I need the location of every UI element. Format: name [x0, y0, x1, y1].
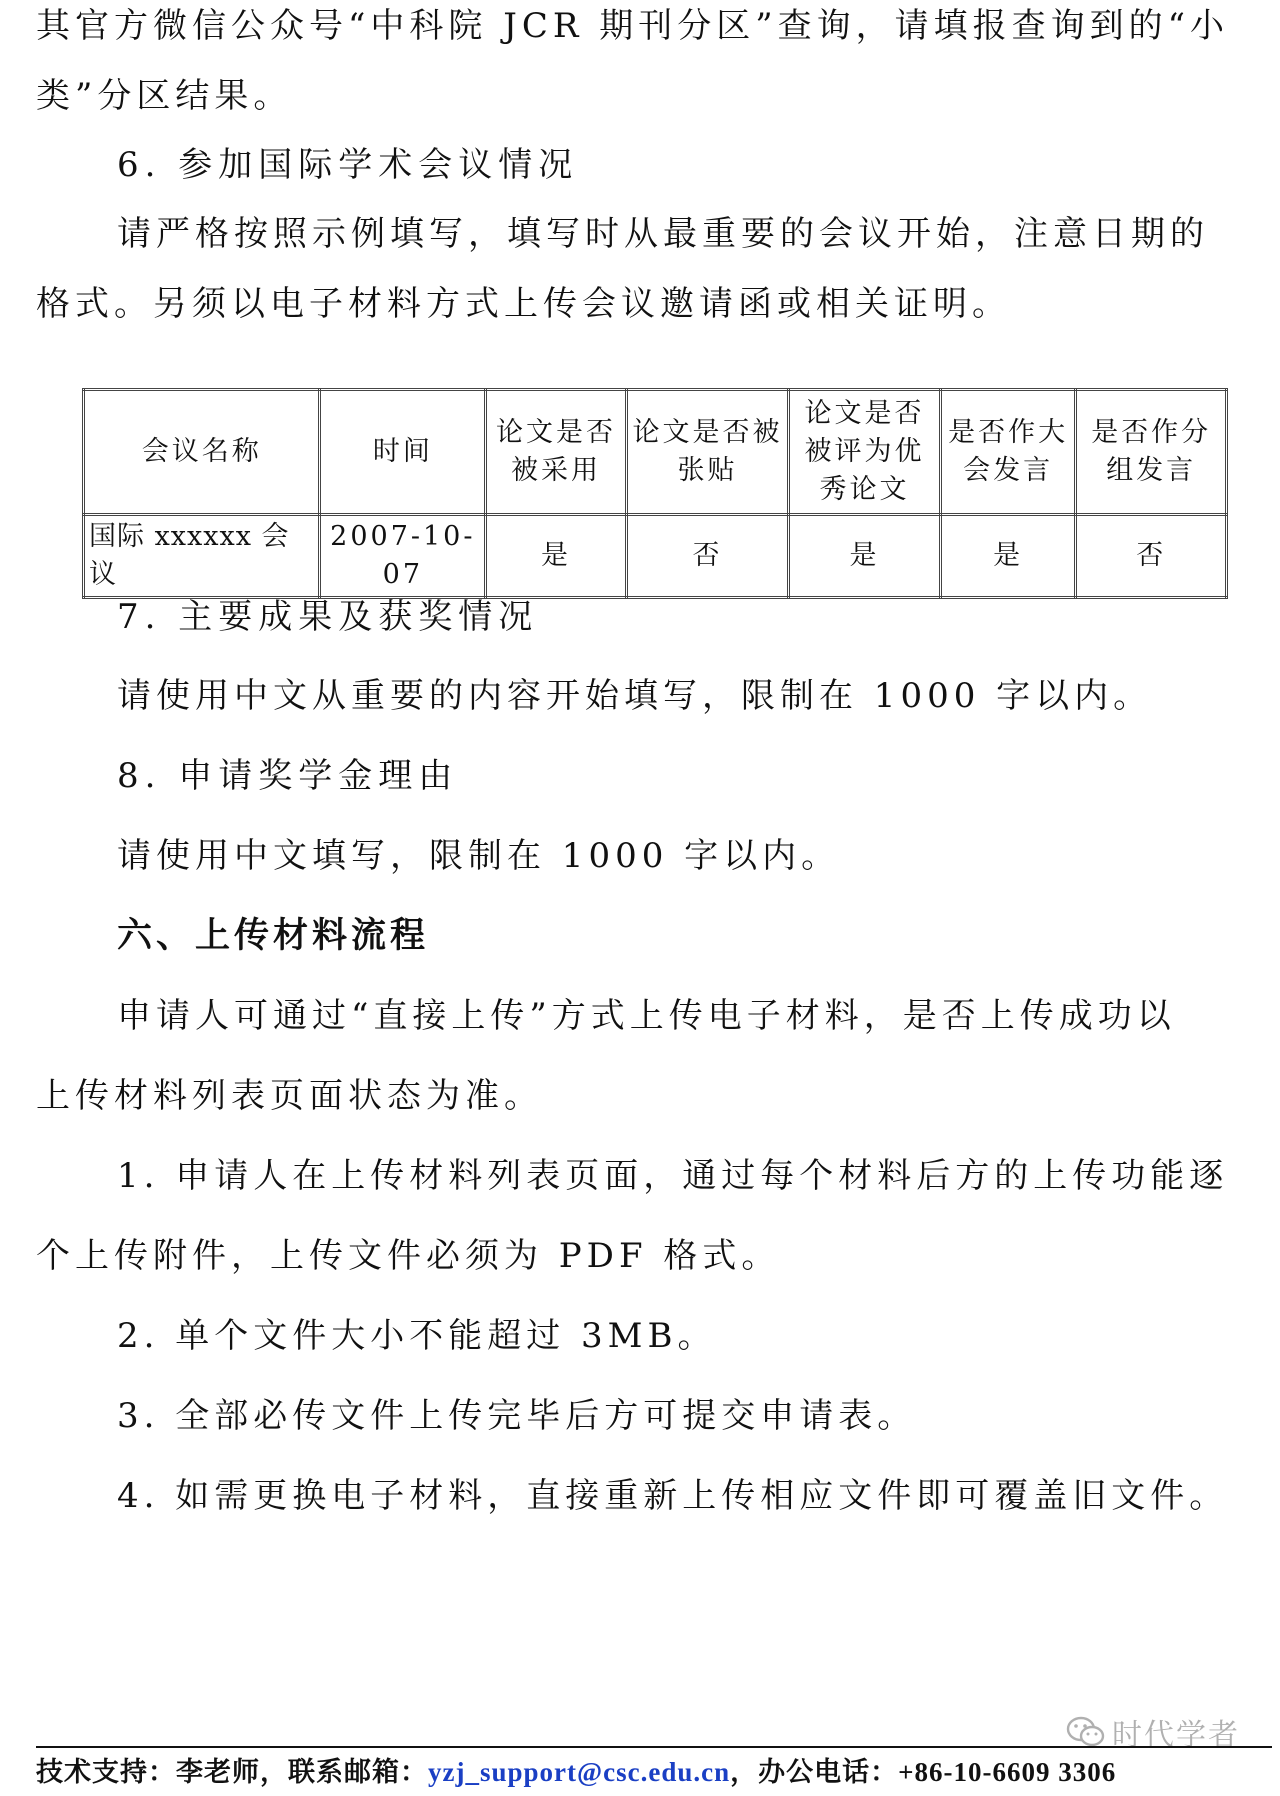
table-row: [84, 515, 1227, 598]
paragraph-line: 上传材料列表页面状态为准。: [36, 1076, 543, 1116]
cell-best-paper: 是: [789, 515, 941, 598]
section-heading-7: 7. 主要成果及获奖情况: [117, 597, 539, 637]
section-heading-upload: 六、上传材料流程: [117, 916, 430, 956]
section-heading-8: 8. 申请奖学金理由: [117, 756, 459, 796]
list-item: 4. 如需更换电子材料，直接重新上传相应文件即可覆盖旧文件。: [117, 1476, 1229, 1516]
support-email-link[interactable]: yzj_support@csc.edu.cn: [428, 1757, 731, 1787]
header-session-talk: 是否作分 组发言: [1076, 390, 1227, 515]
footer-contact: [36, 1752, 1116, 1792]
paragraph-line: 请严格按照示例填写，填写时从最重要的会议开始，注意日期的: [117, 214, 1209, 254]
footer-phone: ，办公电话：+86-10-6609 3306: [730, 1757, 1117, 1787]
cell-paper-posted: 否: [626, 515, 788, 598]
paragraph-line: 类”分区结果。: [36, 76, 293, 116]
list-item: 个上传附件，上传文件必须为 PDF 格式。: [36, 1236, 781, 1276]
paragraph-line: 其官方微信公众号“中科院 JCR 期刊分区”查询，请填报查询到的“小: [36, 6, 1230, 46]
footer-prefix: 技术支持：李老师，联系邮箱：: [36, 1757, 428, 1787]
header-paper-posted: 论文是否被 张贴: [626, 390, 788, 515]
header-plenary-talk: 是否作大 会发言: [940, 390, 1076, 515]
list-item: 1. 申请人在上传材料列表页面，通过每个材料后方的上传功能逐: [117, 1156, 1229, 1196]
header-best-paper: 论文是否 被评为优 秀论文: [789, 390, 941, 515]
cell-paper-accepted: 是: [486, 515, 627, 598]
section-heading-6: 6. 参加国际学术会议情况: [117, 145, 579, 185]
cell-conference-name: 国际 xxxxxx 会议: [84, 515, 320, 598]
watermark-text: 时代学者: [1112, 1718, 1240, 1753]
paragraph-line: 申请人可通过“直接上传”方式上传电子材料，是否上传成功以: [117, 996, 1176, 1036]
cell-plenary-talk: 是: [940, 515, 1076, 598]
list-item: 2. 单个文件大小不能超过 3MB。: [117, 1316, 717, 1356]
paragraph-line: 格式。另须以电子材料方式上传会议邀请函或相关证明。: [36, 284, 1011, 324]
paragraph-line: 请使用中文填写，限制在 1000 字以内。: [117, 836, 841, 876]
paragraph-line: 请使用中文从重要的内容开始填写，限制在 1000 字以内。: [117, 676, 1153, 716]
wechat-icon: [1066, 1715, 1106, 1749]
header-paper-accepted: 论文是否 被采用: [486, 390, 627, 515]
footer-divider: [36, 1746, 1272, 1748]
table-header-row: [84, 390, 1227, 515]
header-date: 时间: [320, 390, 486, 515]
list-item: 3. 全部必传文件上传完毕后方可提交申请表。: [117, 1396, 917, 1436]
cell-session-talk: 否: [1076, 515, 1227, 598]
header-conference-name: 会议名称: [84, 390, 320, 515]
cell-date: 2007-10-07: [320, 515, 486, 598]
conference-example-table: [82, 388, 1228, 599]
